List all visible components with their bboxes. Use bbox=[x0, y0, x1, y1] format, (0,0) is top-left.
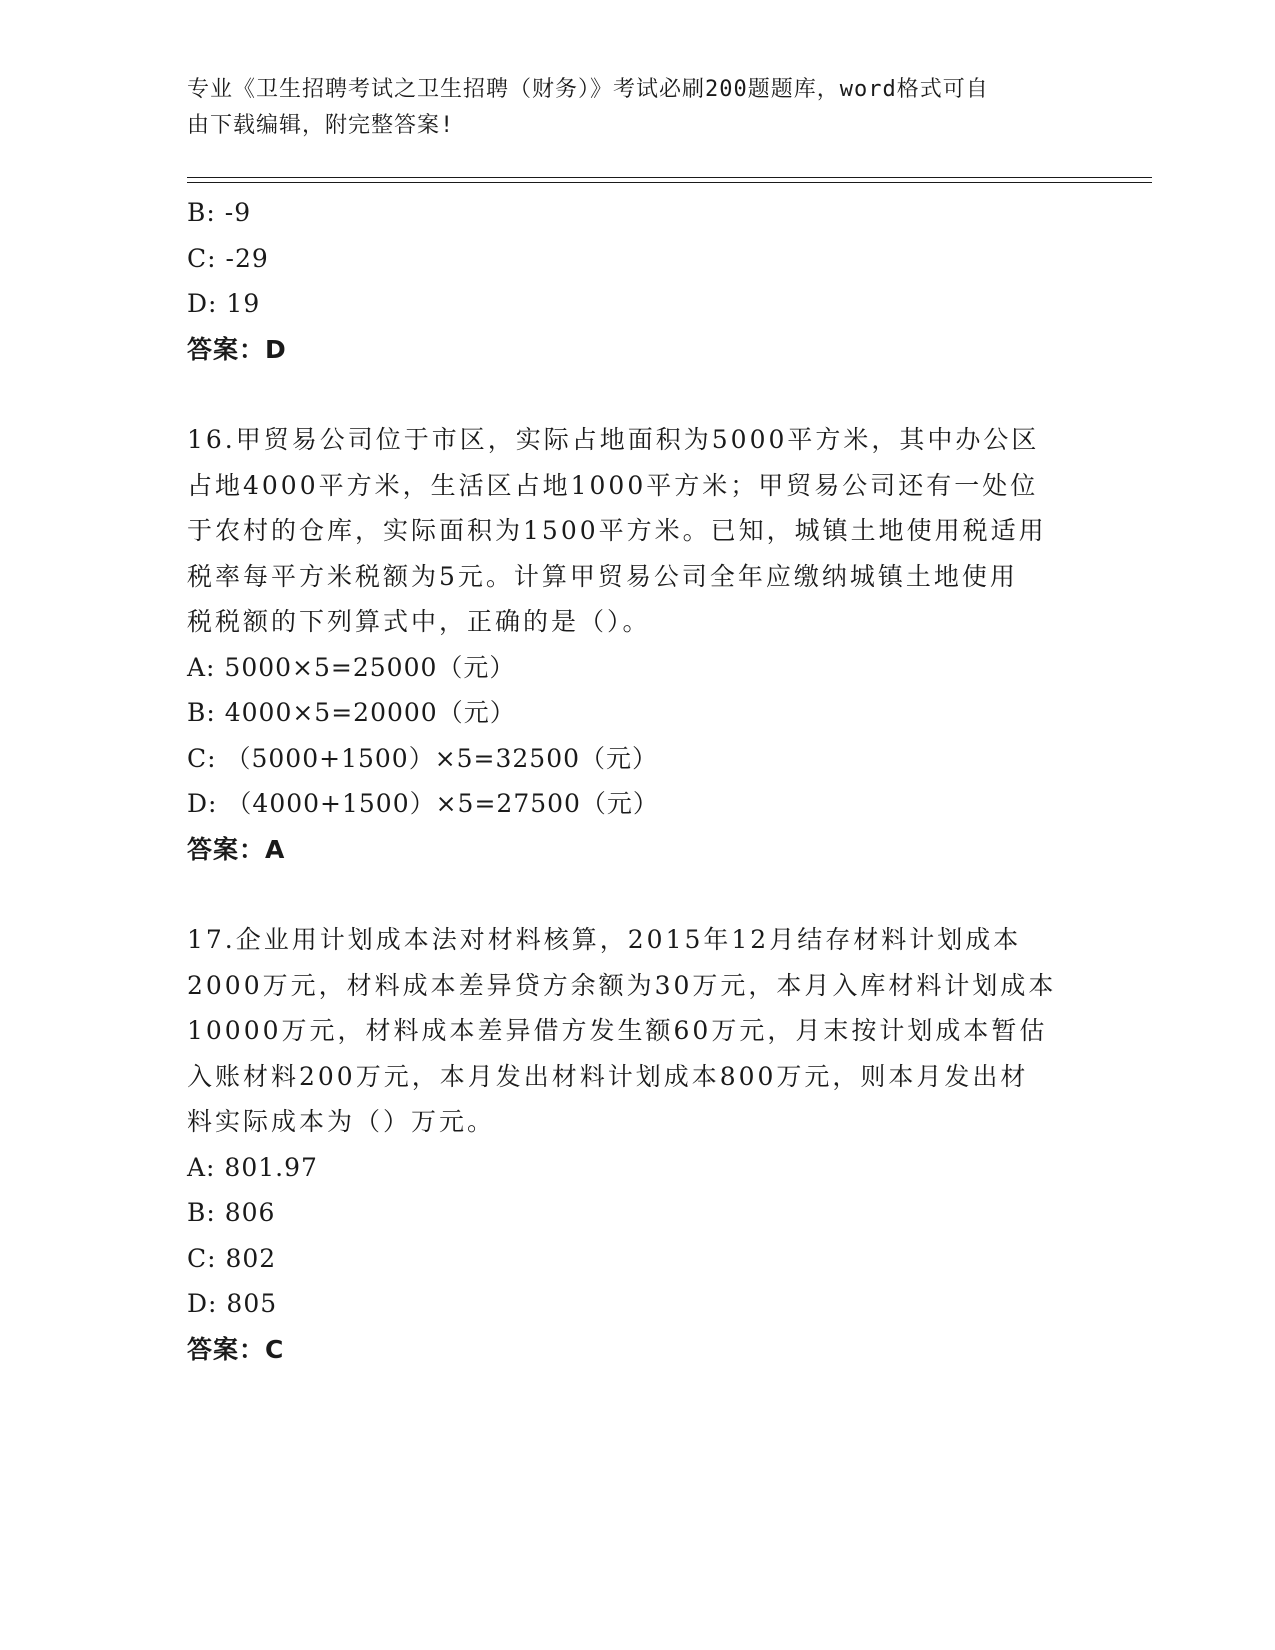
option-b: B: 4000×5=20000（元） bbox=[187, 698, 516, 727]
option-c: C: 802 bbox=[187, 1243, 277, 1273]
header-line-2: 由下载编辑，附完整答案! bbox=[187, 113, 455, 138]
question-16-answer: 答案：A bbox=[187, 834, 286, 864]
question-16-line: 税税额的下列算式中，正确的是（）。 bbox=[187, 607, 651, 636]
question-16-stem bbox=[187, 417, 1087, 645]
question-17-line: 17.企业用计划成本法对材料核算，2015年12月结存材料计划成本 bbox=[187, 925, 1022, 954]
question-17-line: 10000万元，材料成本差异借方发生额60万元，月末按计划成本暂估 bbox=[187, 1016, 1048, 1045]
header-line-1: 专业《卫生招聘考试之卫生招聘（财务）》考试必刷200题题库，word格式可自 bbox=[187, 77, 989, 102]
spacer bbox=[187, 372, 1087, 417]
question-17-line: 料实际成本为（）万元。 bbox=[187, 1107, 496, 1136]
question-17-answer: 答案：C bbox=[187, 1334, 285, 1364]
question-16-options bbox=[187, 645, 1087, 827]
question-16-line: 16.甲贸易公司位于市区，实际占地面积为5000平方米，其中办公区 bbox=[187, 425, 1040, 454]
option-c: C: （5000+1500）×5=32500（元） bbox=[187, 743, 659, 773]
option-d: D: 805 bbox=[187, 1289, 278, 1318]
question-17-line: 入账材料200万元，本月发出材料计划成本800万元，则本月发出材 bbox=[187, 1061, 1029, 1091]
question-17-options bbox=[187, 1145, 1087, 1327]
option-b: B: -9 bbox=[187, 198, 252, 227]
question-16-line: 占地4000平方米，生活区占地1000平方米；甲贸易公司还有一处位 bbox=[187, 470, 1039, 500]
option-a: A: 5000×5=25000（元） bbox=[187, 652, 516, 682]
option-a: A: 801.97 bbox=[187, 1152, 318, 1182]
header-divider-top bbox=[187, 177, 1152, 178]
question-15-options bbox=[187, 190, 1087, 327]
option-c: C: -29 bbox=[187, 243, 269, 273]
question-17-line: 2000万元，材料成本差异贷方余额为30万元，本月入库材料计划成本 bbox=[187, 970, 1057, 1000]
question-15-answer: 答案：D bbox=[187, 334, 287, 364]
page-header bbox=[187, 72, 1087, 144]
option-d: D: （4000+1500）×5=27500（元） bbox=[187, 789, 659, 818]
option-b: B: 806 bbox=[187, 1198, 276, 1227]
question-16-line: 于农村的仓库，实际面积为1500平方米。已知，城镇土地使用税适用 bbox=[187, 516, 1047, 545]
question-content bbox=[187, 190, 1087, 1372]
header-divider-bottom bbox=[187, 182, 1152, 183]
spacer bbox=[187, 872, 1087, 917]
question-17-stem bbox=[187, 917, 1087, 1145]
question-16-line: 税率每平方米税额为5元。计算甲贸易公司全年应缴纳城镇土地使用 bbox=[187, 561, 1018, 591]
option-d: D: 19 bbox=[187, 289, 261, 318]
